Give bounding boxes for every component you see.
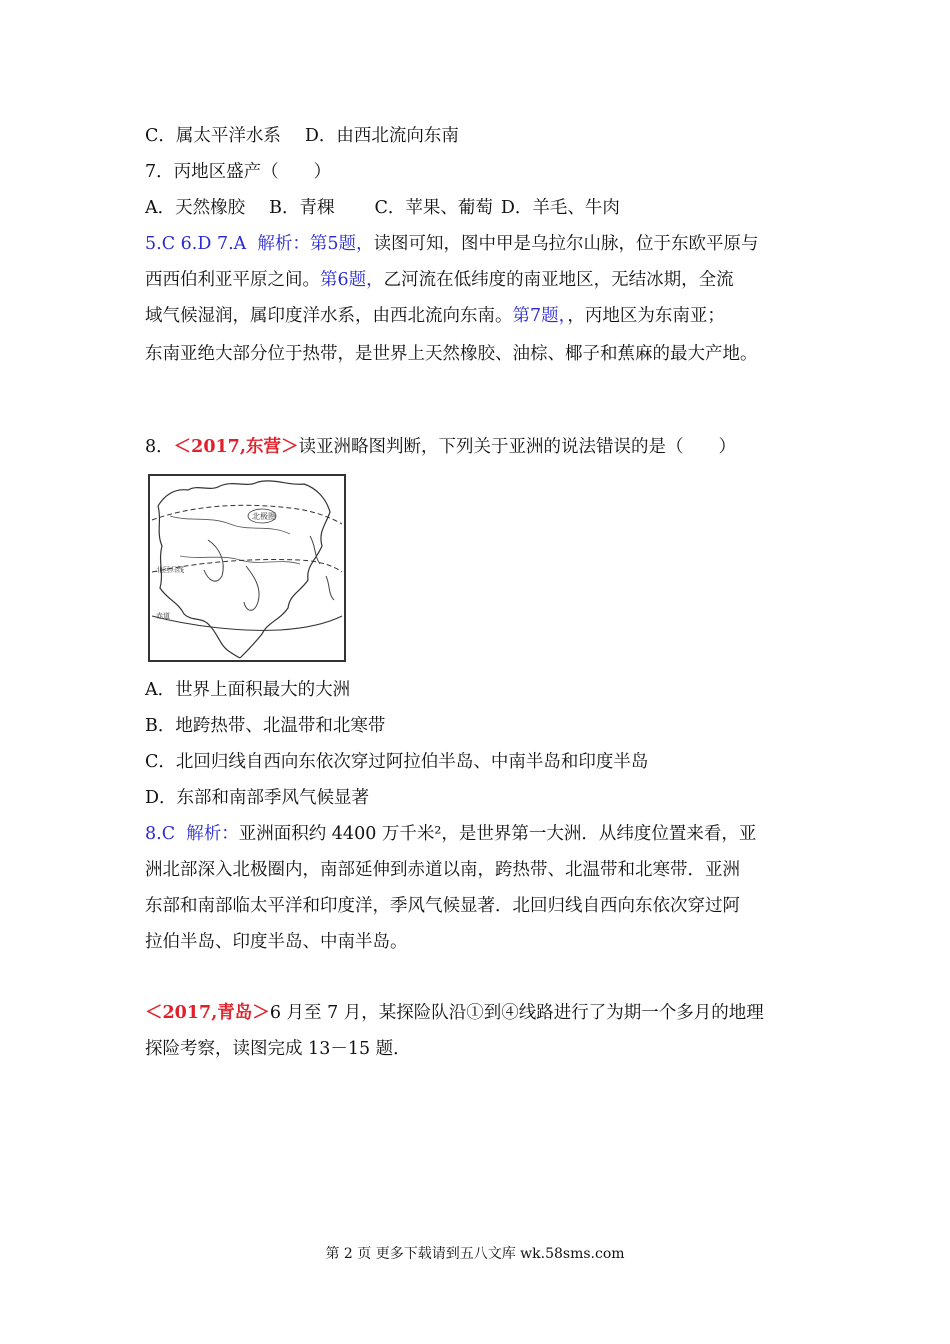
answer1-line2-text: 西西伯利亚平原之间。 [145, 270, 320, 290]
answer1-line2 [145, 268, 734, 292]
answer2-line1-text: 亚洲面积约 4400 万千米²，是世界第一大洲．从纬度位置来看，亚 [238, 824, 757, 844]
answer2-line2: 洲北部深入北极圈内，南部延伸到赤道以南，跨热带、北温带和北寒带．亚洲 [145, 860, 740, 880]
q7-stem: 7．丙地区盛产（ ） [145, 162, 332, 182]
q7-options [145, 196, 620, 220]
q8-number: 8． [145, 437, 174, 457]
q13-source: ＜2017,青岛＞ [145, 1003, 270, 1023]
answer1-line2-rest: 乙河流在低纬度的南亚地区，无结冰期，全流 [383, 270, 734, 290]
q7-option-c: C．苹果、葡萄 [374, 198, 493, 218]
answer1-line3 [145, 304, 725, 328]
q8-option-d: D．东部和南部季风气候显著 [145, 788, 370, 808]
q8-source: ＜2017,东营＞ [173, 437, 299, 457]
q13-line1-text: 6 月至 7 月，某探险队沿①到④线路进行了为期一个多月的地理 [269, 1003, 764, 1023]
map-label-equator: 赤道 [156, 612, 170, 620]
answer2-answer: 8.C [145, 824, 176, 844]
answer1-line1 [145, 232, 759, 256]
answer1-line1-text: 读图可知，图中甲是乌拉尔山脉，位于东欧平原与 [373, 234, 759, 254]
q6-option-c: C．属太平洋水系 [145, 126, 281, 146]
q8-option-a: A．世界上面积最大的大洲 [145, 680, 351, 700]
answer2-line3: 东部和南部临太平洋和印度洋，季风气候显著．北回归线自西向东依次穿过阿 [145, 896, 740, 916]
q7-option-b: B．青稞 [269, 198, 335, 218]
asia-map [148, 474, 346, 662]
answer1-answers: 5.C 6.D 7.A [145, 234, 247, 254]
q8-option-c: C．北回归线自西向东依次穿过阿拉伯半岛、中南半岛和印度半岛 [145, 752, 649, 772]
q13-line2: 探险考察，读图完成 13－15 题． [145, 1039, 411, 1059]
answer1-q6-label: 第6题， [320, 270, 384, 290]
answer1-line3-a: 域气候湿润，属印度洋水系，由西北流向东南。 [145, 306, 513, 326]
answer2-label: 解析： [186, 824, 239, 844]
answer1-label: 解析：第5题， [257, 234, 374, 254]
q13-line1 [145, 1001, 764, 1025]
answer1-line3-b: ，丙地区为东南亚； [567, 306, 725, 326]
page-footer: 第 2 页 更多下载请到五八文库 wk.58sms.com [325, 1246, 625, 1262]
q7-option-a: A．天然橡胶 [145, 198, 246, 218]
answer1-line4: 东南亚绝大部分位于热带，是世界上天然橡胶、油棕、椰子和蕉麻的最大产地。 [145, 344, 758, 364]
q7-option-d: D．羊毛、牛肉 [500, 198, 620, 218]
map-label-tropic: 北回归线 [156, 566, 184, 574]
q6-option-d: D．由西北流向东南 [304, 126, 459, 146]
answer2-line4: 拉伯半岛、印度半岛、中南半岛。 [145, 932, 408, 952]
asia-map-drawing [150, 476, 344, 660]
q8-stem: 读亚洲略图判断，下列关于亚洲的说法错误的是（ ） [298, 437, 736, 457]
q8-stem-line [145, 435, 736, 459]
map-label-arctic-circle: 北极圈 [252, 512, 276, 521]
answer2-line1 [145, 822, 756, 846]
q6-options-cd [145, 124, 459, 148]
q8-option-b: B．地跨热带、北温带和北寒带 [145, 716, 386, 736]
answer1-q7-label: 第7题， [512, 306, 568, 326]
